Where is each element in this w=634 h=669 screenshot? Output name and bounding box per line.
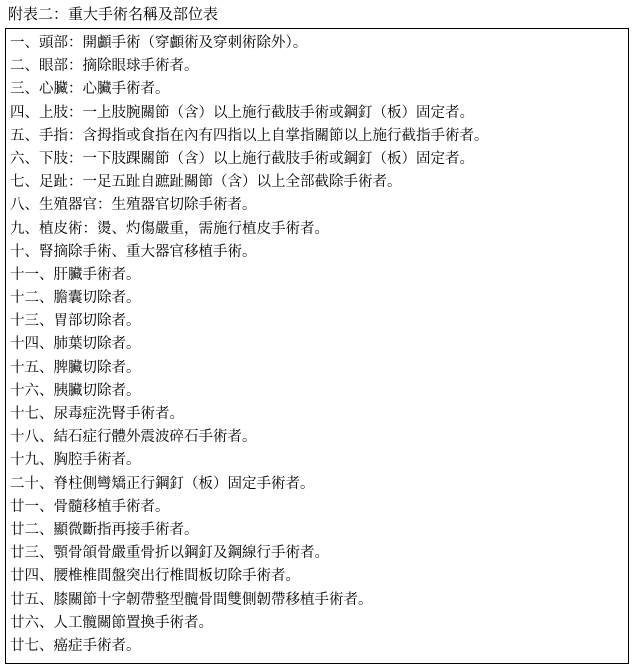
table-row: 二、眼部：摘除眼球手術者。 — [10, 58, 199, 75]
table-row: 十、腎摘除手術、重大器官移植手術。 — [10, 243, 257, 260]
table-row: 十四、肺葉切除者。 — [10, 336, 141, 353]
table-row: 廿五、膝關節十字韌帶整型髖骨間雙側韌帶移植手術者。 — [10, 591, 373, 608]
table-row: 四、上肢：一上肢腕關節（含）以上施行截肢手術或鋼釘（板）固定者。 — [10, 104, 474, 121]
table-row: 廿四、腰椎椎間盤突出行椎間板切除手術者。 — [10, 568, 300, 585]
table-row: 七、足趾：一足五趾自蹠趾關節（含）以上全部截除手術者。 — [10, 174, 402, 191]
table-row: 廿二、顯微斷指再接手術者。 — [10, 521, 199, 538]
table-row: 二十、脊柱側彎矯正行鋼釘（板）固定手術者。 — [10, 475, 315, 492]
table-row: 八、生殖器官：生殖器官切除手術者。 — [10, 197, 257, 214]
surgery-table — [5, 28, 629, 664]
table-row: 十二、膽囊切除者。 — [10, 290, 141, 307]
table-caption: 附表二：重大手術名稱及部位表 — [8, 5, 219, 23]
table-row: 十八、結石症行體外震波碎石手術者。 — [10, 429, 257, 446]
table-row: 廿七、癌症手術者。 — [10, 637, 141, 654]
table-row: 一、頭部：開顱手術（穿顱術及穿刺術除外）。 — [10, 35, 308, 51]
table-row: 九、植皮術：燙、灼傷嚴重，需施行植皮手術者。 — [10, 220, 329, 237]
table-row: 三、心臟：心臟手術者。 — [10, 81, 170, 98]
table-row: 六、下肢：一下肢踝關節（含）以上施行截肢手術或鋼釘（板）固定者。 — [10, 150, 474, 167]
table-row: 十三、胃部切除者。 — [10, 313, 141, 330]
table-row: 廿一、骨髓移植手術者。 — [10, 498, 170, 515]
table-row: 十六、胰臟切除者。 — [10, 382, 141, 399]
table-row: 十五、脾臟切除者。 — [10, 359, 141, 376]
table-row: 十一、肝臟手術者。 — [10, 266, 141, 283]
table-row: 十九、胸腔手術者。 — [10, 452, 141, 469]
table-row: 廿六、人工髖關節置換手術者。 — [10, 614, 213, 631]
table-row: 十七、尿毒症洗腎手術者。 — [10, 406, 184, 422]
table-row: 五、手指：含拇指或食指在內有四指以上自掌指關節以上施行截指手術者。 — [10, 127, 489, 144]
table-row: 廿三、顎骨頜骨嚴重骨折以鋼釘及鋼線行手術者。 — [10, 545, 329, 562]
